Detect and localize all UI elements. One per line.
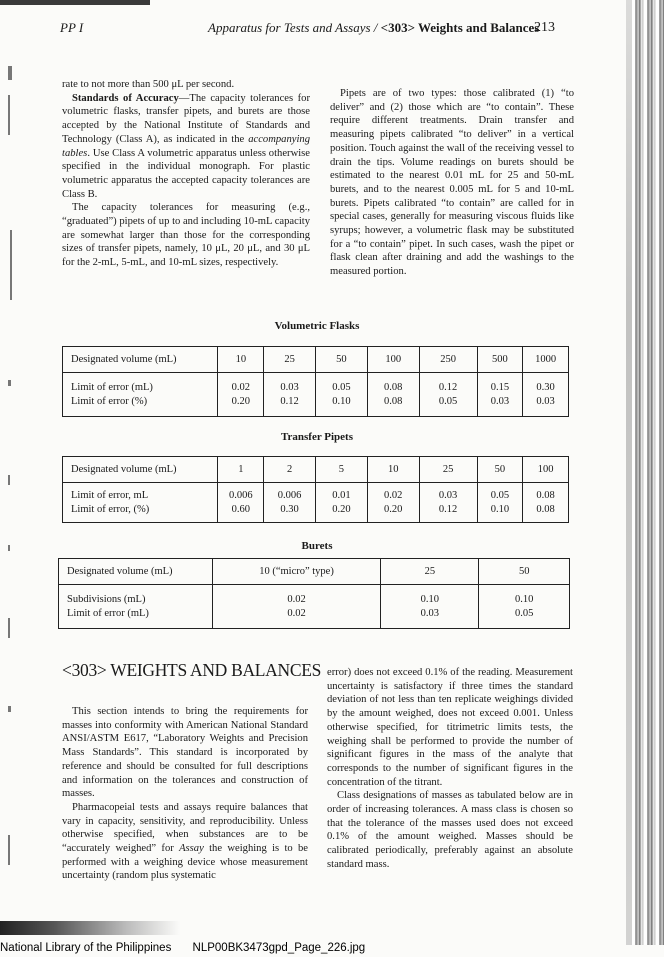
value-cell	[218, 483, 264, 523]
error-pct: 0.20	[332, 503, 351, 515]
paragraph: This section intends to bring the requirements for masses into conformity with American National Standard ANSI/ASTM E617, “Laboratory Weights and Precision Mass Standards”. This standard is incorporated by reference and should be consulted for full descriptions and information on the tolerances and construction of masses.	[62, 706, 308, 800]
header-cell: Designated volume (mL)	[63, 347, 218, 373]
row-label: Limit of error (mL)	[71, 381, 153, 393]
scan-mark-left	[8, 95, 10, 135]
volume-cell: 10	[367, 457, 419, 483]
volume-cell: 10 (“micro” type)	[212, 559, 380, 585]
volume-cell: 1000	[523, 347, 569, 373]
running-header	[208, 20, 539, 36]
volume-cell: 2	[264, 457, 316, 483]
paragraph: Class designations of masses as tabulated below are in order of increasing tolerances. A mass class is chosen so that the tolerance of the masses used does not exceed 0.1% of the amount weighed. Masses should be calibrated periodically, preferably against an absolute standard mass.	[327, 790, 573, 870]
error-pct: 0.03	[490, 395, 510, 407]
value-cell	[523, 483, 569, 523]
burets-table	[58, 558, 570, 629]
paragraph: error) does not exceed 0.1% of the reading. Measurement uncertainty is satisfactory if three times the standard deviation of not less than ten replicate weighings divided by the amount weighed, does not exceed 0.001. Unless otherwise specified, for titrimetric limits tests, the weighing shall be performed to provide the number of significant figures in the mass of the analyte that corresponds to the number of significant figures in the concentration of the titrant.	[327, 667, 573, 788]
scan-smudge-bottom	[0, 921, 180, 935]
value-cell	[212, 585, 380, 629]
scan-mark-left	[8, 475, 10, 485]
value-cell	[477, 483, 523, 523]
error-pct: 0.30	[280, 503, 299, 515]
row-labels	[63, 373, 218, 417]
error-pct: 0.20	[231, 395, 250, 407]
error-ml: 0.03	[280, 381, 299, 393]
paragraph	[62, 92, 310, 202]
scan-mark-left	[8, 545, 10, 551]
subdivision: 0.10	[515, 593, 534, 605]
volume-cell: 50	[477, 457, 523, 483]
table-header-row	[63, 457, 569, 483]
row-label: Subdivisions (mL)	[67, 593, 146, 605]
header-part: PP I	[60, 20, 84, 35]
error-pct: 0.12	[280, 395, 299, 407]
text-column-left	[62, 78, 310, 270]
table-title: Burets	[301, 540, 333, 552]
paragraph: rate to not more than 500 μL per second.	[62, 79, 235, 90]
value-cell	[218, 373, 264, 417]
error-ml: 0.12	[438, 381, 458, 393]
table-title: Volumetric Flasks	[274, 320, 360, 332]
volume-cell: 100	[367, 347, 419, 373]
error-pct: 0.08	[384, 395, 403, 407]
row-label: Limit of error, mL	[71, 489, 149, 501]
volume-cell: 10	[218, 347, 264, 373]
table-row	[63, 373, 569, 417]
paragraph	[62, 801, 308, 883]
scan-mark-left	[8, 380, 11, 386]
value-cell	[381, 585, 479, 629]
error-ml: 0.05	[490, 489, 510, 501]
error-pct: 0.10	[490, 503, 510, 515]
table-title: Transfer Pipets	[281, 431, 353, 443]
error-ml: 0.006	[277, 489, 302, 501]
scan-footer	[0, 942, 664, 954]
error-ml: 0.15	[490, 381, 510, 393]
row-label: Limit of error (%)	[71, 395, 148, 407]
volume-cell: 50	[479, 559, 570, 585]
run-in-heading: Standards of Accuracy	[72, 92, 179, 104]
text-run: Pharmacopeial tests and assays require balances that vary in capacity, sensitivity, and reproducibility. Unless otherwise specified, when substances are to be “accurately weighed” for	[62, 801, 308, 855]
value-cell	[264, 373, 316, 417]
error-pct: 0.60	[231, 503, 250, 515]
volume-cell: 25	[381, 559, 479, 585]
error-ml: 0.08	[536, 489, 555, 501]
scan-mark-left	[8, 618, 10, 638]
paragraph: The capacity tolerances for measuring (e.g., “graduated”) pipets of up to and including 10-mL capacity are somewhat larger than those for the corresponding sizes of transfer pipets, namely, 10 μL, 20 μL, and 30 μL for the 2-mL, 5-mL, and 10-mL sizes, respectively.	[62, 202, 310, 269]
value-cell	[315, 483, 367, 523]
scan-edge-shadow	[626, 0, 632, 945]
error-pct: 0.05	[438, 395, 458, 407]
error-ml: 0.03	[438, 489, 458, 501]
emphasis: accompanying tables	[62, 133, 310, 159]
volume-cell: 5	[315, 457, 367, 483]
section-column-left	[62, 705, 308, 883]
row-label: Limit of error (mL)	[67, 607, 149, 619]
volume-cell: 250	[419, 347, 477, 373]
error-ml: 0.05	[515, 607, 534, 619]
text-run: the weighing is to be performed with a weighing device whose measurement uncertainty (random plus systematic	[62, 843, 308, 882]
volume-cell: 1	[218, 457, 264, 483]
error-pct: 0.08	[536, 503, 555, 515]
error-pct: 0.10	[332, 395, 351, 407]
row-label: Limit of error, (%)	[71, 503, 150, 515]
table-row	[63, 483, 569, 523]
header-cell: Designated volume (mL)	[59, 559, 213, 585]
value-cell	[367, 483, 419, 523]
value-cell	[523, 373, 569, 417]
scan-mark-left	[8, 835, 10, 865]
value-cell	[477, 373, 523, 417]
volumetric-flasks-table	[62, 346, 569, 417]
error-pct: 0.20	[384, 503, 403, 515]
value-cell	[419, 483, 477, 523]
volume-cell: 25	[264, 347, 316, 373]
emphasis: Assay	[179, 843, 204, 855]
error-ml: 0.30	[536, 381, 555, 393]
volume-cell: 50	[315, 347, 367, 373]
header-bold: <303> Weights and Balances	[380, 20, 540, 35]
value-cell	[264, 483, 316, 523]
scan-smudge-top	[0, 0, 150, 5]
value-cell	[315, 373, 367, 417]
scan-mark-left	[10, 230, 12, 300]
volume-cell: 25	[419, 457, 477, 483]
text-run: . Use Class A volumetric apparatus unless otherwise specified in the individual monograph. For plastic volumetric apparatus the accepted capacity tolerances are Class B.	[62, 147, 310, 200]
table-header-row	[59, 559, 570, 585]
scan-mark-left	[8, 66, 12, 80]
header-italic: Apparatus for Tests and Assays /	[208, 20, 381, 35]
row-labels	[59, 585, 213, 629]
section-column-right	[327, 666, 573, 872]
error-ml: 0.02	[384, 489, 403, 501]
scan-mark-left	[8, 706, 11, 712]
table-row	[59, 585, 570, 629]
section-title: <303> WEIGHTS AND BALANCES	[62, 660, 322, 680]
error-ml: 0.006	[229, 489, 253, 501]
error-ml: 0.01	[332, 489, 351, 501]
scan-edge-right	[632, 0, 664, 945]
text-run: —The capacity tolerances for volumetric flasks, transfer pipets, and burets are those accepted by the National Institute of Standards and Technology (Class A), as indicated in the	[62, 92, 310, 145]
error-ml: 0.02	[287, 607, 306, 619]
error-pct: 0.03	[536, 395, 555, 407]
page-number: 213	[534, 20, 555, 35]
error-ml: 0.08	[384, 381, 403, 393]
error-ml: 0.02	[231, 381, 250, 393]
row-labels	[63, 483, 218, 523]
table-header-row	[63, 347, 569, 373]
error-pct: 0.12	[438, 503, 458, 515]
value-cell	[367, 373, 419, 417]
value-cell	[419, 373, 477, 417]
error-ml: 0.03	[420, 607, 440, 619]
value-cell	[479, 585, 570, 629]
header-cell: Designated volume (mL)	[63, 457, 218, 483]
volume-cell: 500	[477, 347, 523, 373]
footer-filename: NLP00BK3473gpd_Page_226.jpg	[192, 942, 366, 954]
footer-library: National Library of the Philippines	[0, 942, 172, 954]
subdivision: 0.10	[420, 593, 440, 605]
volume-cell: 100	[523, 457, 569, 483]
error-ml: 0.05	[332, 381, 351, 393]
text-column-right	[330, 87, 574, 279]
subdivision: 0.02	[287, 593, 306, 605]
paragraph: Pipets are of two types: those calibrated (1) “to deliver” and (2) those which are “to contain”. These require different treatments. Drain transfer and measuring pipets calibrated “to deliver” in a vertical position. Touch against the wall of the receiving vessel to drain the tips. Volume readings on burets should be estimated to the nearest 0.01 mL for 25 and 50-mL burets, and to the nearest 0.005 mL for 5 and 10-mL burets. Pipets calibrated “to contain” are called for in special cases, generally for measuring viscous fluids like syrups; however, a volumetric flask may be substituted for a “to contain” pipet. In such cases, wash the pipet or flask clean after draining and add the washings to the measured portion.	[330, 88, 574, 278]
transfer-pipets-table	[62, 456, 569, 523]
